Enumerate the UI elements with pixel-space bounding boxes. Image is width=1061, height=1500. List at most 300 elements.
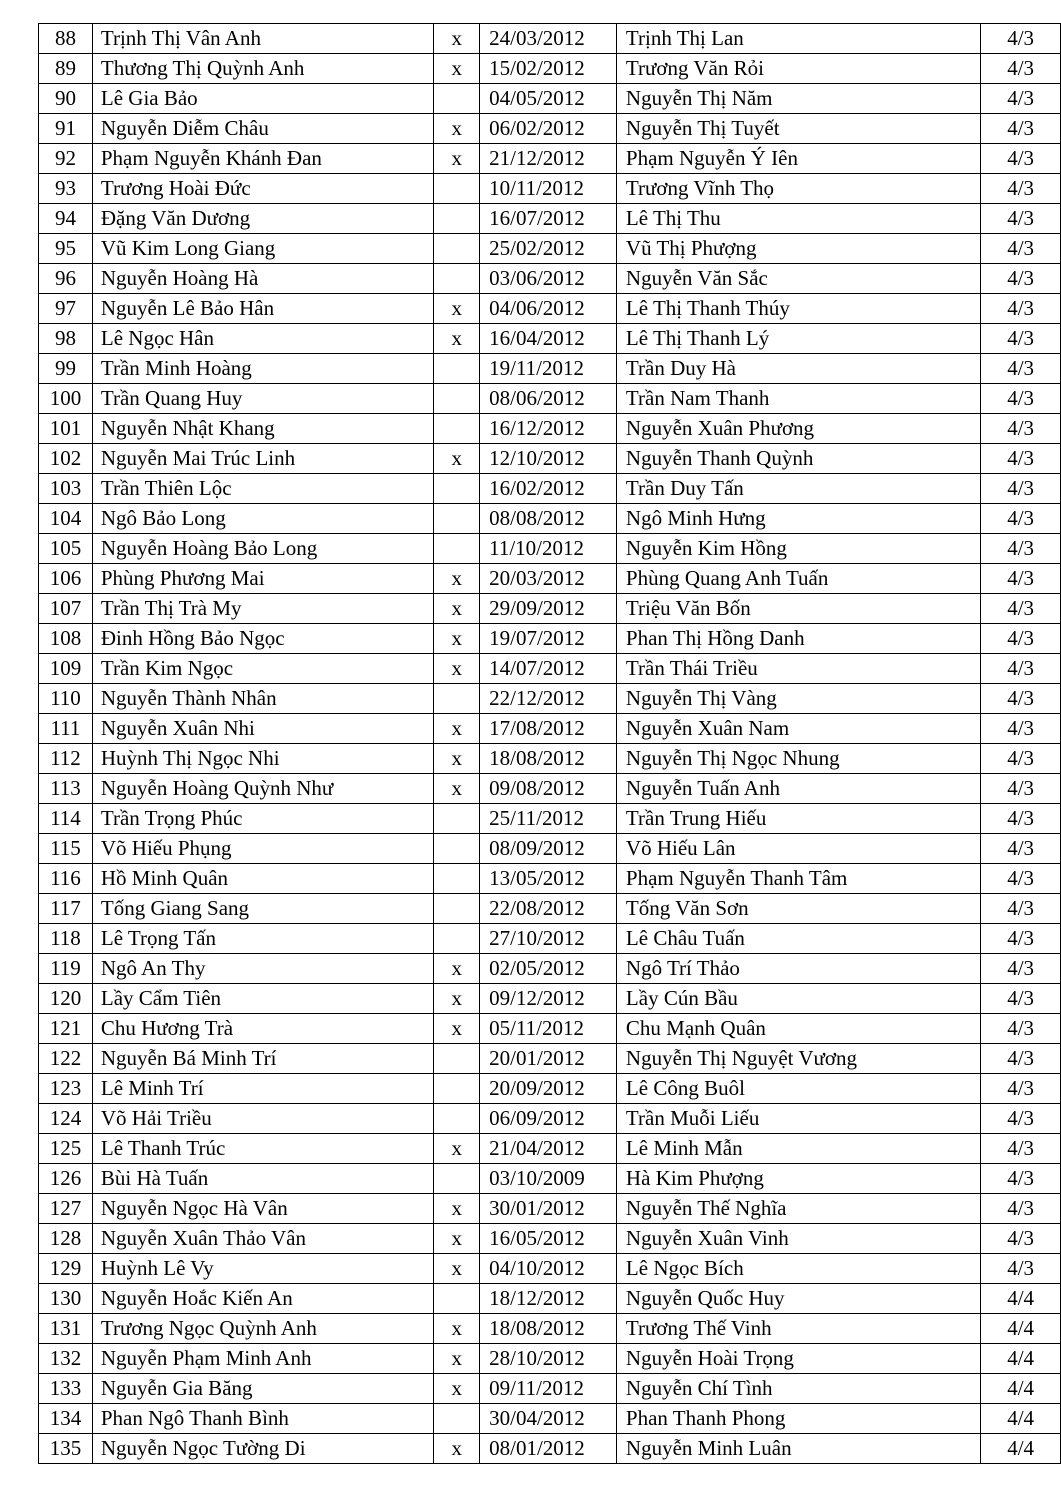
student-name: Phùng Phương Mai bbox=[92, 564, 433, 594]
parent-name: Vũ Thị Phượng bbox=[616, 234, 980, 264]
class-name: 4/3 bbox=[981, 1074, 1061, 1104]
row-number: 125 bbox=[39, 1134, 93, 1164]
student-name: Nguyễn Mai Trúc Linh bbox=[92, 444, 433, 474]
student-name: Trần Kim Ngọc bbox=[92, 654, 433, 684]
date-of-birth: 22/12/2012 bbox=[480, 684, 617, 714]
student-name: Tống Giang Sang bbox=[92, 894, 433, 924]
female-mark bbox=[434, 414, 480, 444]
female-mark: x bbox=[434, 54, 480, 84]
class-name: 4/3 bbox=[981, 84, 1061, 114]
parent-name: Trần Duy Tấn bbox=[616, 474, 980, 504]
student-name: Nguyễn Ngọc Hà Vân bbox=[92, 1194, 433, 1224]
class-name: 4/4 bbox=[981, 1404, 1061, 1434]
row-number: 110 bbox=[39, 684, 93, 714]
female-mark: x bbox=[434, 1374, 480, 1404]
class-name: 4/3 bbox=[981, 594, 1061, 624]
date-of-birth: 17/08/2012 bbox=[480, 714, 617, 744]
table-row bbox=[39, 1344, 1061, 1374]
date-of-birth: 15/02/2012 bbox=[480, 54, 617, 84]
student-name: Huỳnh Thị Ngọc Nhi bbox=[92, 744, 433, 774]
class-name: 4/3 bbox=[981, 534, 1061, 564]
class-name: 4/3 bbox=[981, 144, 1061, 174]
student-name: Nguyễn Bá Minh Trí bbox=[92, 1044, 433, 1074]
female-mark: x bbox=[434, 714, 480, 744]
table-row bbox=[39, 384, 1061, 414]
student-name: Nguyễn Thành Nhân bbox=[92, 684, 433, 714]
class-name: 4/3 bbox=[981, 474, 1061, 504]
student-name: Lê Gia Bảo bbox=[92, 84, 433, 114]
table-row bbox=[39, 174, 1061, 204]
table-row bbox=[39, 84, 1061, 114]
class-name: 4/3 bbox=[981, 984, 1061, 1014]
student-name: Ngô Bảo Long bbox=[92, 504, 433, 534]
student-name: Trần Trọng Phúc bbox=[92, 804, 433, 834]
date-of-birth: 30/01/2012 bbox=[480, 1194, 617, 1224]
table-row bbox=[39, 984, 1061, 1014]
class-name: 4/3 bbox=[981, 864, 1061, 894]
table-row bbox=[39, 894, 1061, 924]
table-row bbox=[39, 1044, 1061, 1074]
class-name: 4/4 bbox=[981, 1284, 1061, 1314]
student-name: Nguyễn Hoàng Quỳnh Như bbox=[92, 774, 433, 804]
female-mark bbox=[434, 834, 480, 864]
female-mark: x bbox=[434, 1434, 480, 1464]
date-of-birth: 29/09/2012 bbox=[480, 594, 617, 624]
table-row bbox=[39, 1404, 1061, 1434]
student-name: Nguyễn Lê Bảo Hân bbox=[92, 294, 433, 324]
class-name: 4/4 bbox=[981, 1344, 1061, 1374]
parent-name: Lê Công Buôl bbox=[616, 1074, 980, 1104]
class-name: 4/3 bbox=[981, 1134, 1061, 1164]
student-name: Võ Hải Triều bbox=[92, 1104, 433, 1134]
row-number: 119 bbox=[39, 954, 93, 984]
row-number: 128 bbox=[39, 1224, 93, 1254]
date-of-birth: 16/02/2012 bbox=[480, 474, 617, 504]
row-number: 93 bbox=[39, 174, 93, 204]
student-name: Nguyễn Hoàng Bảo Long bbox=[92, 534, 433, 564]
student-name: Lê Ngọc Hân bbox=[92, 324, 433, 354]
parent-name: Lê Thị Thu bbox=[616, 204, 980, 234]
female-mark bbox=[434, 474, 480, 504]
table-row bbox=[39, 594, 1061, 624]
table-row bbox=[39, 414, 1061, 444]
date-of-birth: 22/08/2012 bbox=[480, 894, 617, 924]
row-number: 107 bbox=[39, 594, 93, 624]
parent-name: Phan Thanh Phong bbox=[616, 1404, 980, 1434]
female-mark: x bbox=[434, 1344, 480, 1374]
class-name: 4/3 bbox=[981, 564, 1061, 594]
date-of-birth: 18/12/2012 bbox=[480, 1284, 617, 1314]
female-mark bbox=[434, 1164, 480, 1194]
date-of-birth: 14/07/2012 bbox=[480, 654, 617, 684]
parent-name: Triệu Văn Bốn bbox=[616, 594, 980, 624]
date-of-birth: 04/10/2012 bbox=[480, 1254, 617, 1284]
row-number: 109 bbox=[39, 654, 93, 684]
parent-name: Lầy Cún Bầu bbox=[616, 984, 980, 1014]
row-number: 123 bbox=[39, 1074, 93, 1104]
date-of-birth: 28/10/2012 bbox=[480, 1344, 617, 1374]
row-number: 122 bbox=[39, 1044, 93, 1074]
date-of-birth: 21/12/2012 bbox=[480, 144, 617, 174]
table-row bbox=[39, 54, 1061, 84]
female-mark bbox=[434, 534, 480, 564]
student-name: Lê Minh Trí bbox=[92, 1074, 433, 1104]
female-mark: x bbox=[434, 594, 480, 624]
student-name: Nguyễn Gia Băng bbox=[92, 1374, 433, 1404]
table-row bbox=[39, 144, 1061, 174]
row-number: 116 bbox=[39, 864, 93, 894]
row-number: 103 bbox=[39, 474, 93, 504]
class-name: 4/3 bbox=[981, 744, 1061, 774]
row-number: 111 bbox=[39, 714, 93, 744]
female-mark bbox=[434, 894, 480, 924]
student-name: Nguyễn Xuân Thảo Vân bbox=[92, 1224, 433, 1254]
table-row bbox=[39, 504, 1061, 534]
female-mark bbox=[434, 1284, 480, 1314]
date-of-birth: 18/08/2012 bbox=[480, 744, 617, 774]
row-number: 124 bbox=[39, 1104, 93, 1134]
parent-name: Lê Thị Thanh Thúy bbox=[616, 294, 980, 324]
female-mark bbox=[434, 924, 480, 954]
row-number: 92 bbox=[39, 144, 93, 174]
row-number: 121 bbox=[39, 1014, 93, 1044]
table-row bbox=[39, 1134, 1061, 1164]
date-of-birth: 10/11/2012 bbox=[480, 174, 617, 204]
parent-name: Nguyễn Chí Tình bbox=[616, 1374, 980, 1404]
table-row bbox=[39, 1104, 1061, 1134]
date-of-birth: 18/08/2012 bbox=[480, 1314, 617, 1344]
date-of-birth: 19/11/2012 bbox=[480, 354, 617, 384]
parent-name: Nguyễn Xuân Phương bbox=[616, 414, 980, 444]
female-mark bbox=[434, 174, 480, 204]
parent-name: Lê Châu Tuấn bbox=[616, 924, 980, 954]
table-row bbox=[39, 474, 1061, 504]
student-name: Nguyễn Hoàng Hà bbox=[92, 264, 433, 294]
parent-name: Nguyễn Thị Vàng bbox=[616, 684, 980, 714]
table-row bbox=[39, 324, 1061, 354]
student-name: Trần Thị Trà My bbox=[92, 594, 433, 624]
row-number: 132 bbox=[39, 1344, 93, 1374]
date-of-birth: 03/10/2009 bbox=[480, 1164, 617, 1194]
parent-name: Nguyễn Thế Nghĩa bbox=[616, 1194, 980, 1224]
class-name: 4/3 bbox=[981, 504, 1061, 534]
date-of-birth: 05/11/2012 bbox=[480, 1014, 617, 1044]
class-name: 4/3 bbox=[981, 1164, 1061, 1194]
parent-name: Trương Văn Rỏi bbox=[616, 54, 980, 84]
row-number: 118 bbox=[39, 924, 93, 954]
student-name: Nguyễn Hoắc Kiến An bbox=[92, 1284, 433, 1314]
parent-name: Nguyễn Minh Luân bbox=[616, 1434, 980, 1464]
date-of-birth: 12/10/2012 bbox=[480, 444, 617, 474]
date-of-birth: 20/01/2012 bbox=[480, 1044, 617, 1074]
parent-name: Lê Ngọc Bích bbox=[616, 1254, 980, 1284]
parent-name: Lê Thị Thanh Lý bbox=[616, 324, 980, 354]
class-name: 4/3 bbox=[981, 1254, 1061, 1284]
parent-name: Trần Duy Hà bbox=[616, 354, 980, 384]
row-number: 105 bbox=[39, 534, 93, 564]
row-number: 94 bbox=[39, 204, 93, 234]
class-name: 4/3 bbox=[981, 354, 1061, 384]
date-of-birth: 03/06/2012 bbox=[480, 264, 617, 294]
date-of-birth: 16/12/2012 bbox=[480, 414, 617, 444]
female-mark: x bbox=[434, 444, 480, 474]
class-name: 4/3 bbox=[981, 654, 1061, 684]
female-mark: x bbox=[434, 654, 480, 684]
class-name: 4/3 bbox=[981, 294, 1061, 324]
table-row bbox=[39, 1224, 1061, 1254]
date-of-birth: 16/04/2012 bbox=[480, 324, 617, 354]
class-name: 4/3 bbox=[981, 624, 1061, 654]
parent-name: Phạm Nguyễn Thanh Tâm bbox=[616, 864, 980, 894]
table-row bbox=[39, 1014, 1061, 1044]
female-mark: x bbox=[434, 984, 480, 1014]
student-name: Trần Thiên Lộc bbox=[92, 474, 433, 504]
table-row bbox=[39, 114, 1061, 144]
parent-name: Lê Minh Mẫn bbox=[616, 1134, 980, 1164]
female-mark: x bbox=[434, 1314, 480, 1344]
date-of-birth: 09/08/2012 bbox=[480, 774, 617, 804]
date-of-birth: 21/04/2012 bbox=[480, 1134, 617, 1164]
row-number: 113 bbox=[39, 774, 93, 804]
date-of-birth: 13/05/2012 bbox=[480, 864, 617, 894]
class-name: 4/3 bbox=[981, 1104, 1061, 1134]
parent-name: Tống Văn Sơn bbox=[616, 894, 980, 924]
female-mark: x bbox=[434, 1224, 480, 1254]
female-mark: x bbox=[434, 1014, 480, 1044]
date-of-birth: 08/09/2012 bbox=[480, 834, 617, 864]
parent-name: Ngô Trí Thảo bbox=[616, 954, 980, 984]
female-mark: x bbox=[434, 624, 480, 654]
parent-name: Nguyễn Văn Sắc bbox=[616, 264, 980, 294]
parent-name: Trương Vĩnh Thọ bbox=[616, 174, 980, 204]
date-of-birth: 08/06/2012 bbox=[480, 384, 617, 414]
student-name: Nguyễn Nhật Khang bbox=[92, 414, 433, 444]
parent-name: Chu Mạnh Quân bbox=[616, 1014, 980, 1044]
parent-name: Nguyễn Thị Nguyệt Vương bbox=[616, 1044, 980, 1074]
table-row bbox=[39, 1254, 1061, 1284]
student-name: Ngô An Thy bbox=[92, 954, 433, 984]
date-of-birth: 30/04/2012 bbox=[480, 1404, 617, 1434]
class-name: 4/3 bbox=[981, 684, 1061, 714]
female-mark: x bbox=[434, 324, 480, 354]
date-of-birth: 08/08/2012 bbox=[480, 504, 617, 534]
class-name: 4/3 bbox=[981, 324, 1061, 354]
table-row bbox=[39, 204, 1061, 234]
student-name: Phan Ngô Thanh Bình bbox=[92, 1404, 433, 1434]
class-name: 4/3 bbox=[981, 834, 1061, 864]
date-of-birth: 11/10/2012 bbox=[480, 534, 617, 564]
student-name: Lầy Cẩm Tiên bbox=[92, 984, 433, 1014]
student-name: Võ Hiếu Phụng bbox=[92, 834, 433, 864]
student-name: Nguyễn Phạm Minh Anh bbox=[92, 1344, 433, 1374]
row-number: 95 bbox=[39, 234, 93, 264]
class-name: 4/3 bbox=[981, 384, 1061, 414]
class-name: 4/3 bbox=[981, 54, 1061, 84]
student-name: Đặng Văn Dương bbox=[92, 204, 433, 234]
female-mark: x bbox=[434, 954, 480, 984]
parent-name: Nguyễn Xuân Nam bbox=[616, 714, 980, 744]
table-row bbox=[39, 954, 1061, 984]
date-of-birth: 06/09/2012 bbox=[480, 1104, 617, 1134]
date-of-birth: 20/09/2012 bbox=[480, 1074, 617, 1104]
date-of-birth: 04/06/2012 bbox=[480, 294, 617, 324]
row-number: 129 bbox=[39, 1254, 93, 1284]
table-row bbox=[39, 264, 1061, 294]
female-mark bbox=[434, 864, 480, 894]
date-of-birth: 24/03/2012 bbox=[480, 24, 617, 54]
student-name: Trương Hoài Đức bbox=[92, 174, 433, 204]
student-name: Thương Thị Quỳnh Anh bbox=[92, 54, 433, 84]
class-name: 4/3 bbox=[981, 774, 1061, 804]
female-mark: x bbox=[434, 1134, 480, 1164]
female-mark bbox=[434, 1074, 480, 1104]
row-number: 117 bbox=[39, 894, 93, 924]
row-number: 104 bbox=[39, 504, 93, 534]
female-mark: x bbox=[434, 1254, 480, 1284]
class-name: 4/3 bbox=[981, 714, 1061, 744]
female-mark bbox=[434, 354, 480, 384]
parent-name: Phan Thị Hồng Danh bbox=[616, 624, 980, 654]
row-number: 99 bbox=[39, 354, 93, 384]
table-row bbox=[39, 1194, 1061, 1224]
student-name: Hồ Minh Quân bbox=[92, 864, 433, 894]
table-row bbox=[39, 534, 1061, 564]
class-name: 4/4 bbox=[981, 1434, 1061, 1464]
roster-body bbox=[39, 24, 1061, 1464]
student-name: Nguyễn Xuân Nhi bbox=[92, 714, 433, 744]
class-name: 4/3 bbox=[981, 234, 1061, 264]
table-row bbox=[39, 1074, 1061, 1104]
female-mark: x bbox=[434, 144, 480, 174]
date-of-birth: 19/07/2012 bbox=[480, 624, 617, 654]
parent-name: Nguyễn Thị Tuyết bbox=[616, 114, 980, 144]
class-name: 4/3 bbox=[981, 1014, 1061, 1044]
row-number: 96 bbox=[39, 264, 93, 294]
row-number: 88 bbox=[39, 24, 93, 54]
date-of-birth: 16/05/2012 bbox=[480, 1224, 617, 1254]
table-row bbox=[39, 294, 1061, 324]
parent-name: Nguyễn Xuân Vinh bbox=[616, 1224, 980, 1254]
female-mark bbox=[434, 1104, 480, 1134]
date-of-birth: 25/02/2012 bbox=[480, 234, 617, 264]
table-row bbox=[39, 24, 1061, 54]
class-name: 4/3 bbox=[981, 204, 1061, 234]
student-name: Huỳnh Lê Vy bbox=[92, 1254, 433, 1284]
parent-name: Trần Thái Triều bbox=[616, 654, 980, 684]
female-mark: x bbox=[434, 1194, 480, 1224]
student-name: Lê Trọng Tấn bbox=[92, 924, 433, 954]
table-row bbox=[39, 654, 1061, 684]
row-number: 133 bbox=[39, 1374, 93, 1404]
row-number: 97 bbox=[39, 294, 93, 324]
row-number: 106 bbox=[39, 564, 93, 594]
row-number: 114 bbox=[39, 804, 93, 834]
female-mark bbox=[434, 804, 480, 834]
class-name: 4/4 bbox=[981, 1314, 1061, 1344]
female-mark bbox=[434, 84, 480, 114]
female-mark: x bbox=[434, 774, 480, 804]
date-of-birth: 09/12/2012 bbox=[480, 984, 617, 1014]
row-number: 126 bbox=[39, 1164, 93, 1194]
class-name: 4/3 bbox=[981, 264, 1061, 294]
row-number: 91 bbox=[39, 114, 93, 144]
student-name: Trần Minh Hoàng bbox=[92, 354, 433, 384]
table-row bbox=[39, 1314, 1061, 1344]
parent-name: Nguyễn Quốc Huy bbox=[616, 1284, 980, 1314]
female-mark bbox=[434, 234, 480, 264]
table-row bbox=[39, 924, 1061, 954]
student-name: Trịnh Thị Vân Anh bbox=[92, 24, 433, 54]
parent-name: Nguyễn Thị Năm bbox=[616, 84, 980, 114]
parent-name: Phạm Nguyễn Ý Iên bbox=[616, 144, 980, 174]
row-number: 101 bbox=[39, 414, 93, 444]
class-name: 4/3 bbox=[981, 444, 1061, 474]
class-name: 4/3 bbox=[981, 1044, 1061, 1074]
date-of-birth: 16/07/2012 bbox=[480, 204, 617, 234]
row-number: 102 bbox=[39, 444, 93, 474]
table-row bbox=[39, 1284, 1061, 1314]
student-roster-table bbox=[38, 23, 1061, 1464]
table-row bbox=[39, 444, 1061, 474]
table-row bbox=[39, 834, 1061, 864]
parent-name: Trương Thế Vinh bbox=[616, 1314, 980, 1344]
date-of-birth: 08/01/2012 bbox=[480, 1434, 617, 1464]
student-name: Trương Ngọc Quỳnh Anh bbox=[92, 1314, 433, 1344]
female-mark: x bbox=[434, 114, 480, 144]
row-number: 115 bbox=[39, 834, 93, 864]
female-mark bbox=[434, 204, 480, 234]
table-row bbox=[39, 1434, 1061, 1464]
row-number: 112 bbox=[39, 744, 93, 774]
parent-name: Nguyễn Hoài Trọng bbox=[616, 1344, 980, 1374]
class-name: 4/3 bbox=[981, 114, 1061, 144]
table-row bbox=[39, 804, 1061, 834]
table-row bbox=[39, 564, 1061, 594]
date-of-birth: 06/02/2012 bbox=[480, 114, 617, 144]
parent-name: Trần Trung Hiếu bbox=[616, 804, 980, 834]
student-name: Trần Quang Huy bbox=[92, 384, 433, 414]
table-row bbox=[39, 744, 1061, 774]
student-name: Đinh Hồng Bảo Ngọc bbox=[92, 624, 433, 654]
parent-name: Nguyễn Thanh Quỳnh bbox=[616, 444, 980, 474]
female-mark: x bbox=[434, 744, 480, 774]
table-row bbox=[39, 1164, 1061, 1194]
female-mark: x bbox=[434, 294, 480, 324]
class-name: 4/3 bbox=[981, 1194, 1061, 1224]
female-mark bbox=[434, 504, 480, 534]
female-mark bbox=[434, 1404, 480, 1434]
student-name: Bùi Hà Tuấn bbox=[92, 1164, 433, 1194]
parent-name: Ngô Minh Hưng bbox=[616, 504, 980, 534]
parent-name: Nguyễn Thị Ngọc Nhung bbox=[616, 744, 980, 774]
date-of-birth: 02/05/2012 bbox=[480, 954, 617, 984]
row-number: 100 bbox=[39, 384, 93, 414]
row-number: 89 bbox=[39, 54, 93, 84]
class-name: 4/3 bbox=[981, 954, 1061, 984]
student-name: Lê Thanh Trúc bbox=[92, 1134, 433, 1164]
table-row bbox=[39, 234, 1061, 264]
row-number: 130 bbox=[39, 1284, 93, 1314]
table-row bbox=[39, 624, 1061, 654]
female-mark bbox=[434, 264, 480, 294]
class-name: 4/3 bbox=[981, 924, 1061, 954]
female-mark bbox=[434, 1044, 480, 1074]
student-name: Vũ Kim Long Giang bbox=[92, 234, 433, 264]
row-number: 135 bbox=[39, 1434, 93, 1464]
parent-name: Hà Kim Phượng bbox=[616, 1164, 980, 1194]
row-number: 127 bbox=[39, 1194, 93, 1224]
table-row bbox=[39, 774, 1061, 804]
